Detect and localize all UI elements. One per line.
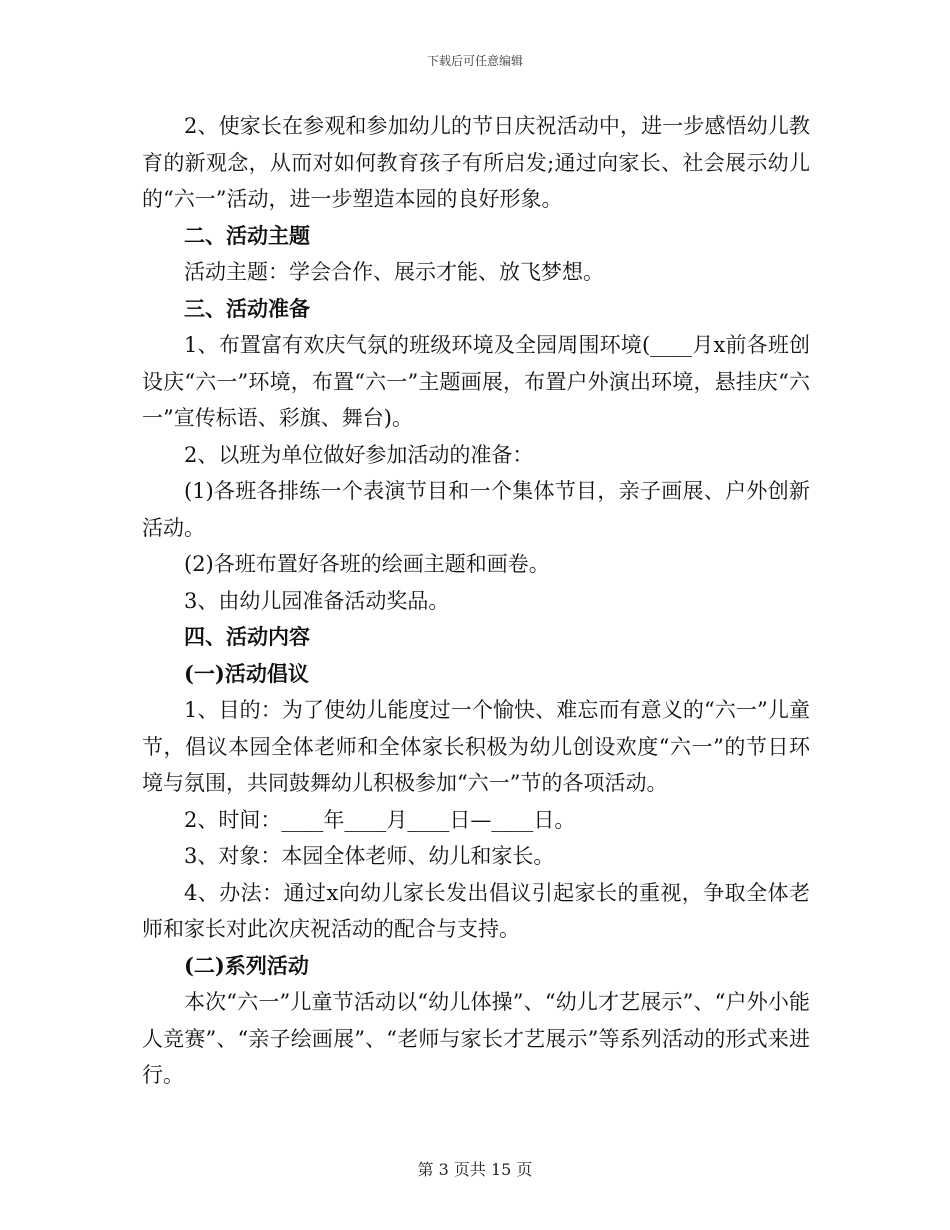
heading-preparation: 三、活动准备 — [184, 295, 310, 321]
heading-content: 四、活动内容 — [184, 624, 310, 649]
paragraph-series: 本次“六一”儿童节活动以“幼儿体操”、“幼儿才艺展示”、“户外小能人竞赛”、“亲子绘画展”、“老师与家长才艺展示”等系列活动的形式来进行。 — [142, 990, 810, 1087]
paragraph-prep-3: 3、由幼儿园准备活动奖品。 — [184, 588, 450, 613]
page-number: 第 3 页共 15 页 — [417, 1160, 533, 1179]
paragraph-initiative-audience: 3、对象：本园全体老师、幼儿和家长。 — [184, 844, 555, 868]
paragraph-theme: 活动主题：学会合作、展示才能、放飞梦想。 — [184, 260, 604, 284]
paragraph-prep-2: 2、以班为单位做好参加活动的准备： — [184, 442, 534, 467]
subheading-initiative: (一)活动倡议 — [184, 660, 309, 686]
paragraph-prep-2-2: (2)各班布置好各班的绘画主题和画卷。 — [184, 552, 550, 576]
paragraph-initiative-method: 4、办法：通过x向幼儿家长发出倡议引起家长的重视，争取全体老师和家长对此次庆祝活动的配合与支持。 — [142, 880, 810, 941]
paragraph-prep-1: 1、布置富有欢庆气氛的班级环境及全园周围环境(____月x前各班创设庆“六一”环境，布置“六一”主题画展，布置户外演出环境，悬挂庆“六一”宣传标语、彩旗、舞台)。 — [142, 333, 810, 430]
paragraph-initiative-purpose: 1、目的：为了使幼儿能度过一个愉快、难忘而有意义的“六一”儿童节，倡议本园全体老师和全体家长积极为幼儿创设欢度“六一”的节日环境与氛围，共同鼓舞幼儿积极参加“六一”节的各项活动。 — [142, 698, 810, 795]
page-header-note: 下载后可任意编辑 — [426, 54, 523, 68]
document-body — [142, 108, 810, 1094]
paragraph-goal-2: 2、使家长在参观和参加幼儿的节日庆祝活动中，进一步感悟幼儿教育的新观念，从而对如何教育孩子有所启发;通过向家长、社会展示幼儿的“六一”活动，进一步塑造本园的良好形象。 — [142, 114, 810, 211]
paragraph-prep-2-1: (1)各班各排练一个表演节目和一个集体节目，亲子画展、户外创新活动。 — [142, 479, 810, 540]
heading-theme: 二、活动主题 — [184, 222, 310, 248]
paragraph-initiative-time: 2、时间：____年____月____日—____日。 — [184, 807, 576, 832]
subheading-series: (二)系列活动 — [184, 952, 309, 978]
